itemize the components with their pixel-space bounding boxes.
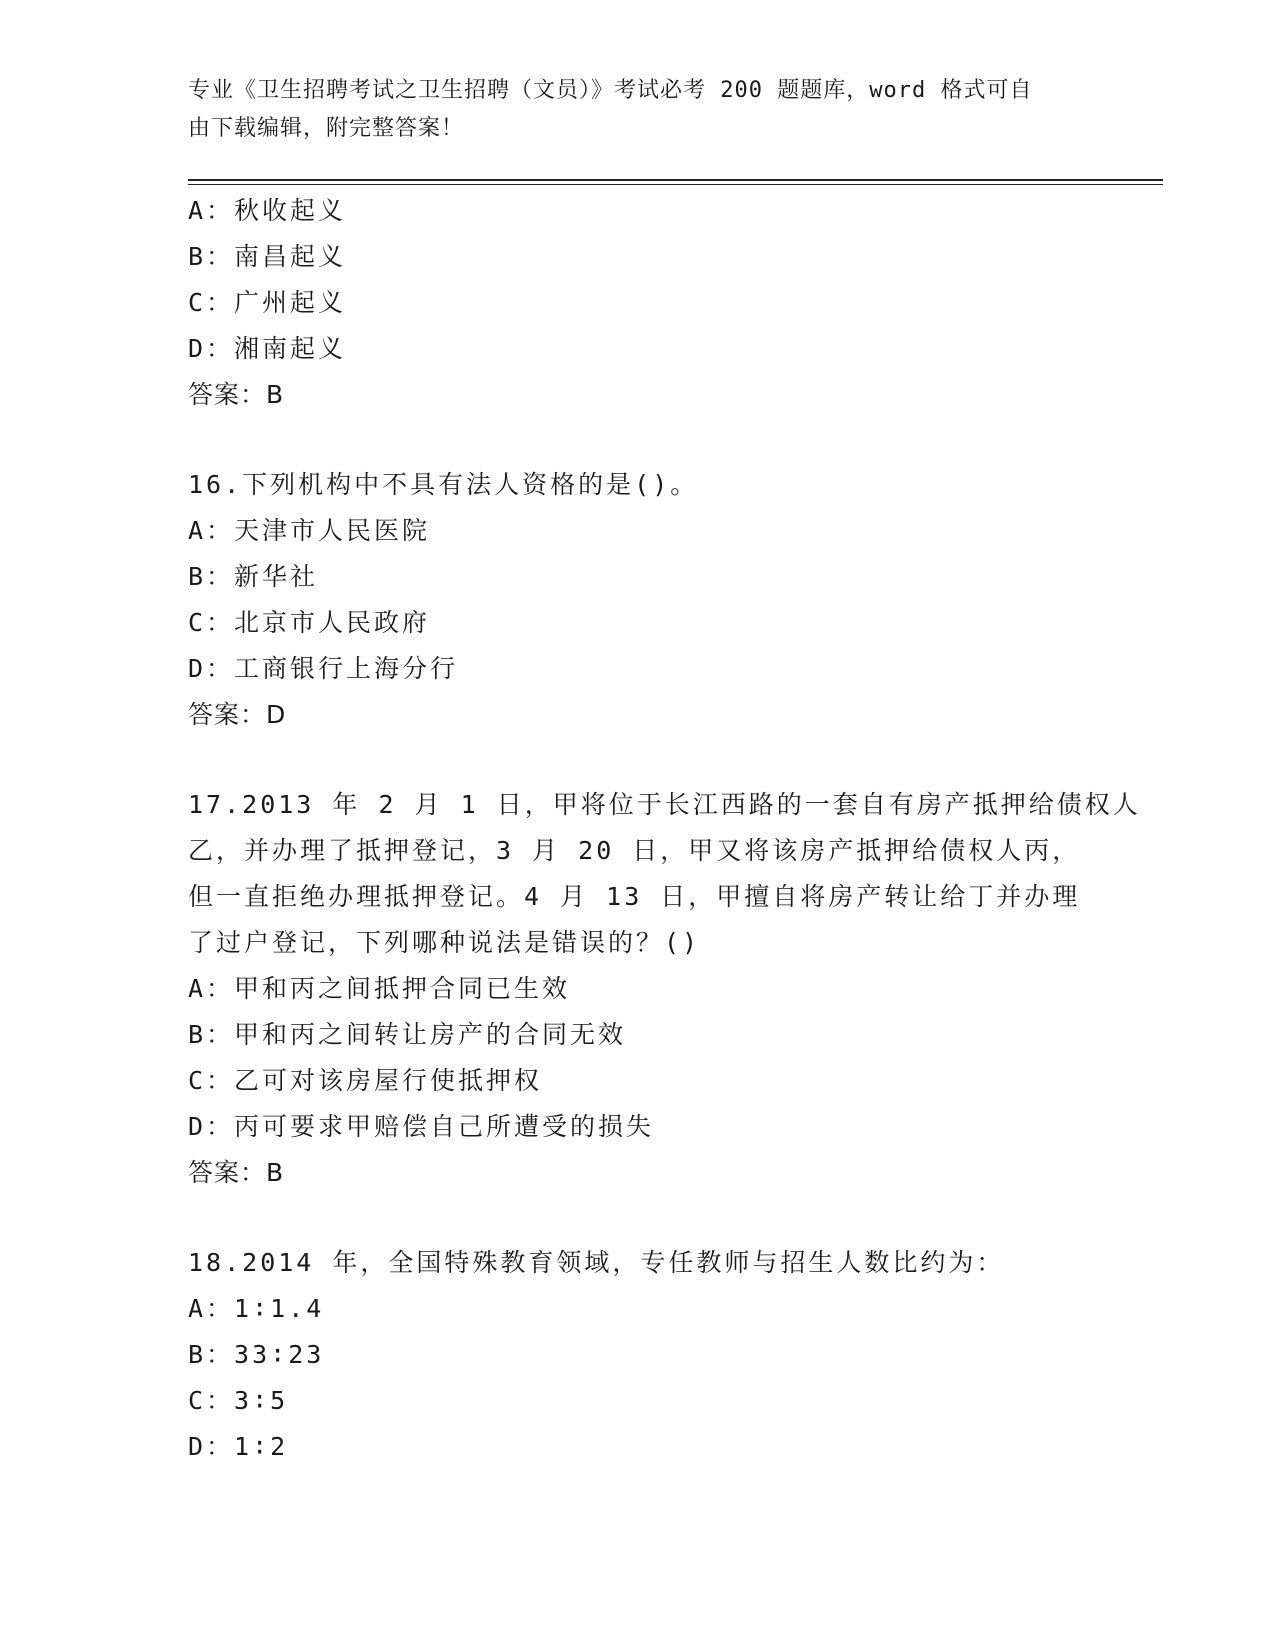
answer-line: 答案：B	[188, 380, 285, 409]
option-a: A：甲和丙之间抵押合同已生效	[188, 974, 571, 1003]
question-18	[188, 1240, 1088, 1470]
question-stem-line-2: 乙，并办理了抵押登记，3 月 20 日，甲又将该房产抵押给债权人丙，	[188, 836, 1081, 865]
option-c: C：北京市人民政府	[188, 608, 431, 637]
option-d: D：工商银行上海分行	[188, 654, 459, 683]
question-15	[188, 188, 1088, 418]
question-stem-line-4: 了过户登记，下列哪种说法是错误的？()	[188, 928, 701, 957]
option-b: B：南昌起义	[188, 242, 347, 271]
option-d: D：1∶2	[188, 1432, 289, 1461]
answer-line: 答案：D	[188, 700, 287, 729]
question-16	[188, 462, 1088, 738]
header-line-2: 由下载编辑，附完整答案！	[188, 116, 465, 141]
question-stem-line-3: 但一直拒绝办理抵押登记。4 月 13 日，甲擅自将房产转让给丁并办理	[188, 882, 1081, 911]
option-a: A：1∶1.4	[188, 1294, 325, 1323]
spacer	[188, 1196, 1088, 1240]
option-d: D：丙可要求甲赔偿自己所遭受的损失	[188, 1112, 655, 1141]
question-stem-line-1: 17.2013 年 2 月 1 日，甲将位于长江西路的一套自有房产抵押给债权人	[188, 790, 1141, 819]
document-header	[188, 72, 1088, 148]
question-stem: 18.2014 年，全国特殊教育领域，专任教师与招生人数比约为：	[188, 1248, 1005, 1277]
question-17	[188, 782, 1141, 1196]
question-stem: 16.下列机构中不具有法人资格的是()。	[188, 470, 699, 499]
header-divider-thin	[188, 184, 1163, 185]
spacer	[188, 738, 1088, 782]
option-b: B：新华社	[188, 562, 319, 591]
header-divider-thick	[188, 179, 1163, 181]
option-a: A：天津市人民医院	[188, 516, 431, 545]
option-c: C：乙可对该房屋行使抵押权	[188, 1066, 543, 1095]
option-b: B：33∶23	[188, 1340, 325, 1369]
spacer	[188, 418, 1088, 462]
option-c: C：3∶5	[188, 1386, 289, 1415]
option-a: A：秋收起义	[188, 196, 347, 225]
header-line-1: 专业《卫生招聘考试之卫生招聘（文员）》考试必考 200 题题库，word 格式可自	[188, 78, 1033, 103]
option-b: B：甲和丙之间转让房产的合同无效	[188, 1020, 627, 1049]
option-c: C：广州起义	[188, 288, 347, 317]
answer-line: 答案：B	[188, 1158, 285, 1187]
question-list	[188, 188, 1141, 1470]
option-d: D：湘南起义	[188, 334, 347, 363]
